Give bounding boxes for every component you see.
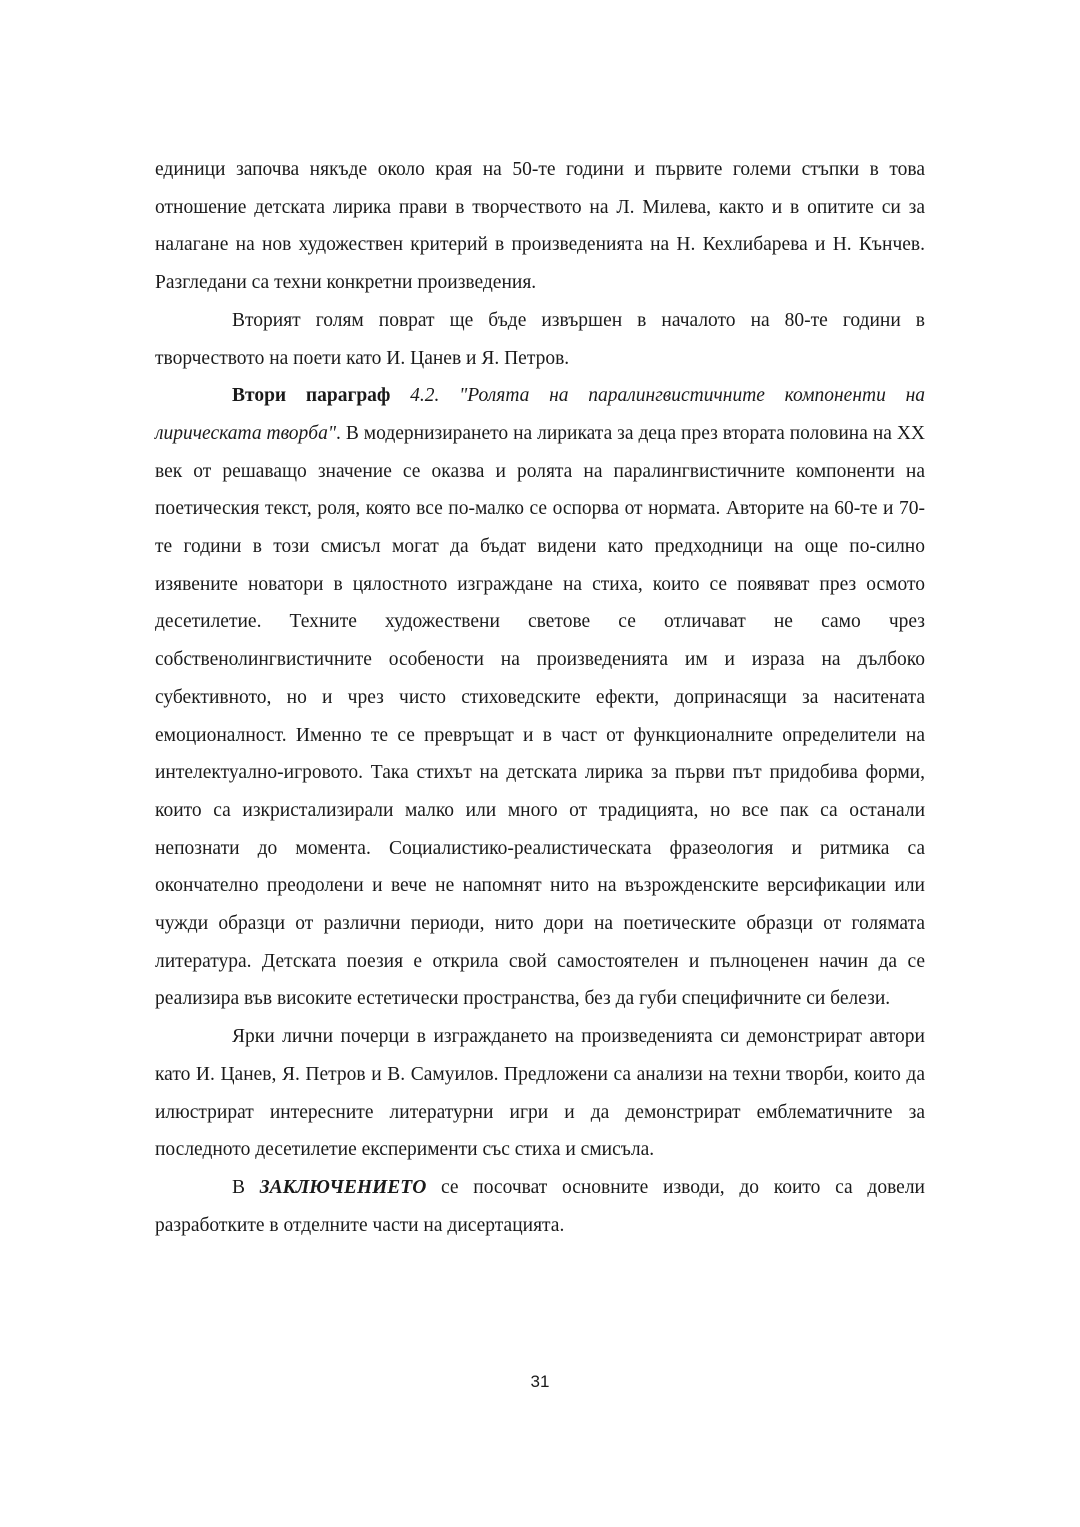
- section-heading: Втори параграф: [232, 385, 391, 407]
- paragraph-1: [155, 151, 925, 302]
- page-number: 31: [530, 1372, 550, 1391]
- paragraph-5-text: се посочват основните изводи, до които са довели разработките в отделните части на дисертацията.: [155, 1176, 925, 1236]
- conclusion-emphasis: ЗАКЛЮЧЕНИЕТО: [259, 1176, 427, 1198]
- paragraph-4: [155, 1018, 925, 1169]
- body-text: [155, 151, 925, 1244]
- paragraph-3: [155, 377, 925, 1018]
- paragraph-5: [155, 1169, 925, 1244]
- paragraph-3-text: . В модернизирането на лириката за деца през втората половина на XX век от решаващо значение се оказва и ролята на паралингвистичните компоненти на поетическия текст, роля, която все по-малко се оспорва от нормата. Авторите на 60-те и 70-те години в този смисъл могат да бъдат видени като предходници на още по-силно изявените новатори в цялостното изграждане на стиха, които се появяват през осмото десетилетие. Техните художествени светове се отличават не само чрез собственолингвистичните особености на произведенията им и израза на дълбоко субективното, но и чрез чисто стиховедските ефекти, допринасящи за наситената емоционалност. Именно те се превръщат и в част от функционалните определители на интелектуално-игровото. Така стихът на детската лирика за първи път придобива форми, които са изкристализирали малко или много от традицията, но все пак са останали непознати до момента. Социалистико-реалистическата фразеология и ритмика са окончателно преодолени и вече не напомнят нито на възрожденските версификации или чужди образци от различни периоди, нито дори на поетическите образци от голямата литература. Детската поезия е открила свой самостоятелен и пълноценен начин да се реализира във високите естетически пространства, без да губи специфичните си белези.: [155, 422, 926, 1010]
- paragraph-4-text: Ярки лични почерци в изграждането на произведенията си демонстрират автори като И. Цанев, Я. Петров и В. Самуилов. Предложени са анализи на техни творби, които да илюстрират интересните литературни игри и да демонстрират емблематичните за последното десетилетие експерименти със стиха и смисъла.: [155, 1026, 925, 1161]
- paragraph-5-prefix: В: [232, 1176, 260, 1198]
- paragraph-2-text: Вторият голям поврат ще бъде извършен в началото на 80-те години в творчеството на поети като И. Цанев и Я. Петров.: [155, 309, 925, 369]
- section-title: 4.2. "Ролята на паралингвистичните компоненти на лирическата творба": [155, 385, 925, 444]
- paragraph-2: [155, 302, 925, 377]
- paragraph-1-text: единици започва някъде около края на 50-те години и първите големи стъпки в това отношение детската лирика прави в творчеството на Л. Милева, както и в опитите си за налагане на нов художествен критерий в произведенията на Н. Кехлибарева и Н. Кънчев. Разгледани са техни конкретни произведения.: [155, 159, 925, 294]
